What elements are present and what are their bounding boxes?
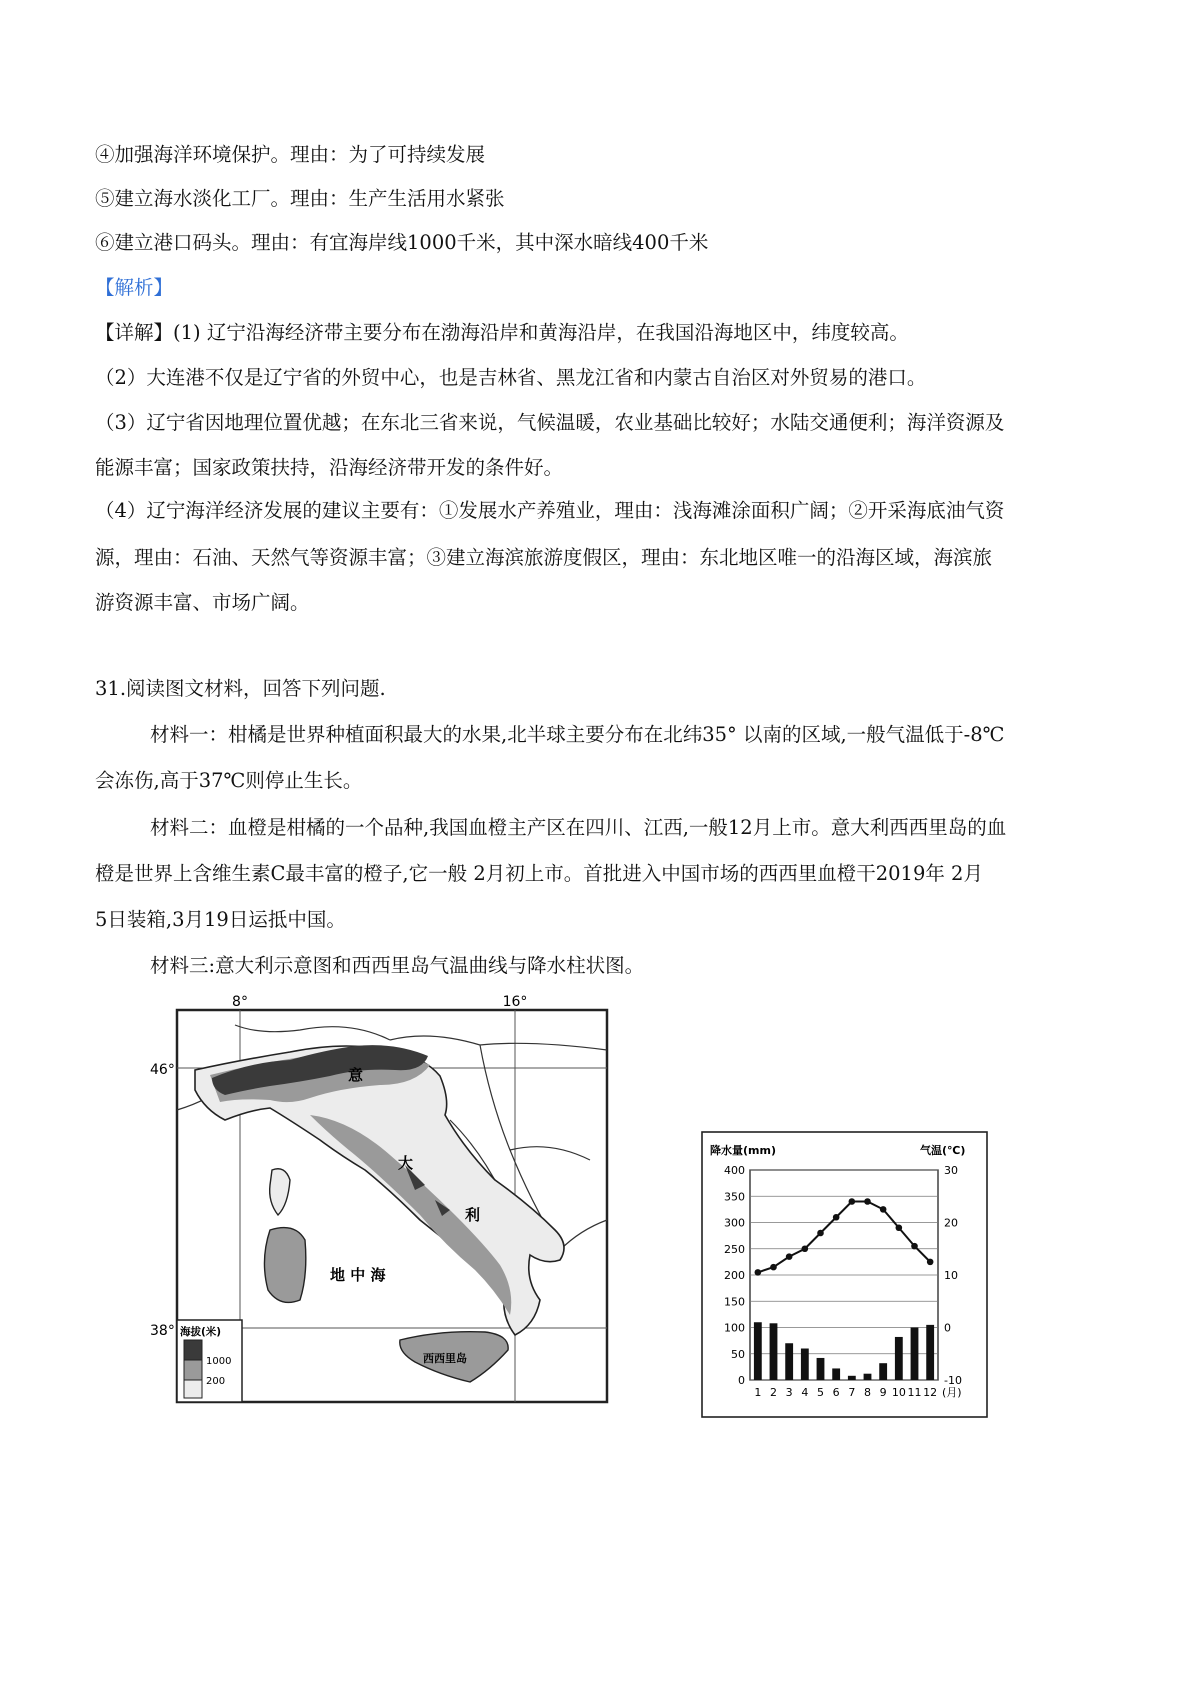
lon-label-8: 8° <box>232 994 248 1010</box>
lon-label-16: 16° <box>502 994 528 1010</box>
temp-tick-label: -10 <box>944 1374 962 1387</box>
temp-point <box>849 1198 856 1205</box>
precip-bar <box>801 1349 809 1381</box>
material-2b: 橙是世界上含维生素C最丰富的橙子,它一般 2月初上市。首批进入中国市场的西西里血橙干2019年 2月 <box>95 862 983 885</box>
detail-3b: 能源丰富；国家政策扶持，沿海经济带开发的条件好。 <box>95 456 564 479</box>
lat-label-46: 46° <box>150 1062 175 1078</box>
precip-bar <box>817 1358 825 1380</box>
month-label: 4 <box>801 1386 809 1399</box>
month-label: 5 <box>817 1386 824 1399</box>
precip-tick-label: 0 <box>738 1374 745 1387</box>
precip-bar <box>770 1323 778 1380</box>
detail-1: 【详解】(1) 辽宁沿海经济带主要分布在渤海沿岸和黄海沿岸，在我国沿海地区中，纬度较高。 <box>95 321 909 344</box>
temp-point <box>770 1264 777 1271</box>
temp-point <box>755 1269 762 1276</box>
precip-tick-label: 150 <box>724 1295 745 1309</box>
temp-point <box>911 1243 918 1250</box>
climate-chart <box>700 1130 990 1420</box>
temp-point <box>896 1224 903 1231</box>
month-label: 10 <box>891 1386 906 1399</box>
sardinia <box>264 1228 305 1303</box>
precip-bar <box>879 1363 887 1380</box>
precip-bar <box>848 1376 856 1380</box>
month-label: 2 <box>770 1386 777 1399</box>
sea-label: 地 中 海 <box>330 1266 386 1284</box>
month-label: 1 <box>754 1386 762 1399</box>
legend-low <box>184 1380 202 1398</box>
item-5: ⑤建立海水淡化工厂。理由：生产生活用水紧张 <box>95 187 505 210</box>
material-2c: 5日装箱,3月19日运抵中国。 <box>95 908 346 931</box>
temp-point <box>817 1230 824 1237</box>
month-label: 7 <box>848 1386 856 1399</box>
temp-point <box>927 1259 934 1266</box>
lat-label-38: 38° <box>150 1323 175 1339</box>
legend-1000: 1000 <box>206 1356 232 1367</box>
country-char-2: 大 <box>398 1154 414 1172</box>
material-3: 材料三:意大利示意图和西西里岛气温曲线与降水柱状图。 <box>150 954 645 977</box>
precip-tick-label: 300 <box>724 1216 745 1230</box>
legend-mid <box>184 1360 202 1380</box>
detail-3a: （3）辽宁省因地理位置优越；在东北三省来说，气候温暖，农业基础比较好；水陆交通便利；海洋资源及 <box>95 411 1005 434</box>
question-title: 31.阅读图文材料，回答下列问题. <box>95 677 386 700</box>
temp-tick-label: 20 <box>944 1216 958 1230</box>
month-label: 11 <box>907 1386 922 1399</box>
legend-high <box>184 1340 202 1360</box>
temp-axis-label: 气温(℃) <box>920 1144 966 1157</box>
legend-200: 200 <box>206 1376 226 1387</box>
country-char-3: 利 <box>465 1206 481 1224</box>
temp-tick-label: 30 <box>944 1164 958 1177</box>
island-label: 西西里岛 <box>423 1352 467 1365</box>
country-char-1: 意 <box>348 1066 364 1084</box>
month-label: 8 <box>864 1386 871 1399</box>
item-4: ④加强海洋环境保护。理由：为了可持续发展 <box>95 143 486 166</box>
precip-bar <box>864 1374 872 1380</box>
precip-tick-label: 100 <box>724 1321 745 1335</box>
temp-point <box>864 1198 871 1205</box>
detail-4b: 源，理由：石油、天然气等资源丰富；③建立海滨旅游度假区，理由：东北地区唯一的沿海区域，海滨旅 <box>95 546 993 569</box>
month-label: 3 <box>785 1386 793 1399</box>
precip-tick-label: 50 <box>731 1347 745 1361</box>
detail-4a: （4）辽宁海洋经济发展的建议主要有：①发展水产养殖业，理由：浅海滩涂面积广阔；②开采海底油气资 <box>95 499 1005 522</box>
temp-point <box>802 1245 809 1252</box>
temp-tick-label: 10 <box>944 1269 958 1282</box>
precip-bar <box>911 1328 919 1381</box>
temp-point <box>833 1214 840 1221</box>
precip-bar <box>895 1337 903 1380</box>
detail-4c: 游资源丰富、市场广阔。 <box>95 591 310 614</box>
italy-map <box>150 990 620 1420</box>
temp-point <box>880 1206 887 1213</box>
material-2a: 材料二：血橙是柑橘的一个品种,我国血橙主产区在四川、江西,一般12月上市。意大利西西里岛的血 <box>150 816 1007 839</box>
temp-tick-label: 0 <box>944 1321 951 1335</box>
precip-tick-label: 350 <box>724 1190 745 1204</box>
material-1a: 材料一：柑橘是世界种植面积最大的水果,北半球主要分布在北纬35° 以南的区域,一般气温低于-8℃ <box>150 723 1005 746</box>
precip-tick-label: 200 <box>724 1269 745 1282</box>
month-label: 9 <box>879 1386 887 1399</box>
detail-2: （2）大连港不仅是辽宁省的外贸中心，也是吉林省、黑龙江省和内蒙古自治区对外贸易的港口。 <box>95 366 927 389</box>
month-unit-label: (月) <box>942 1386 962 1399</box>
precip-bar <box>926 1325 934 1380</box>
precip-bar <box>832 1368 840 1380</box>
month-label: 12 <box>923 1386 938 1399</box>
precip-axis-label: 降水量(mm) <box>710 1144 776 1157</box>
precip-tick-label: 400 <box>724 1164 745 1177</box>
precip-bar <box>754 1322 762 1380</box>
material-1b: 会冻伤,高于37℃则停止生长。 <box>95 769 363 792</box>
item-6: ⑥建立港口码头。理由：有宜海岸线1000千米，其中深水暗线400千米 <box>95 231 709 254</box>
precip-tick-label: 250 <box>724 1242 745 1256</box>
temp-point <box>786 1253 793 1260</box>
precip-bar <box>785 1343 793 1380</box>
legend-title: 海拔(米) <box>180 1326 222 1338</box>
month-label: 6 <box>832 1386 840 1399</box>
analysis-heading: 【解析】 <box>95 276 174 299</box>
